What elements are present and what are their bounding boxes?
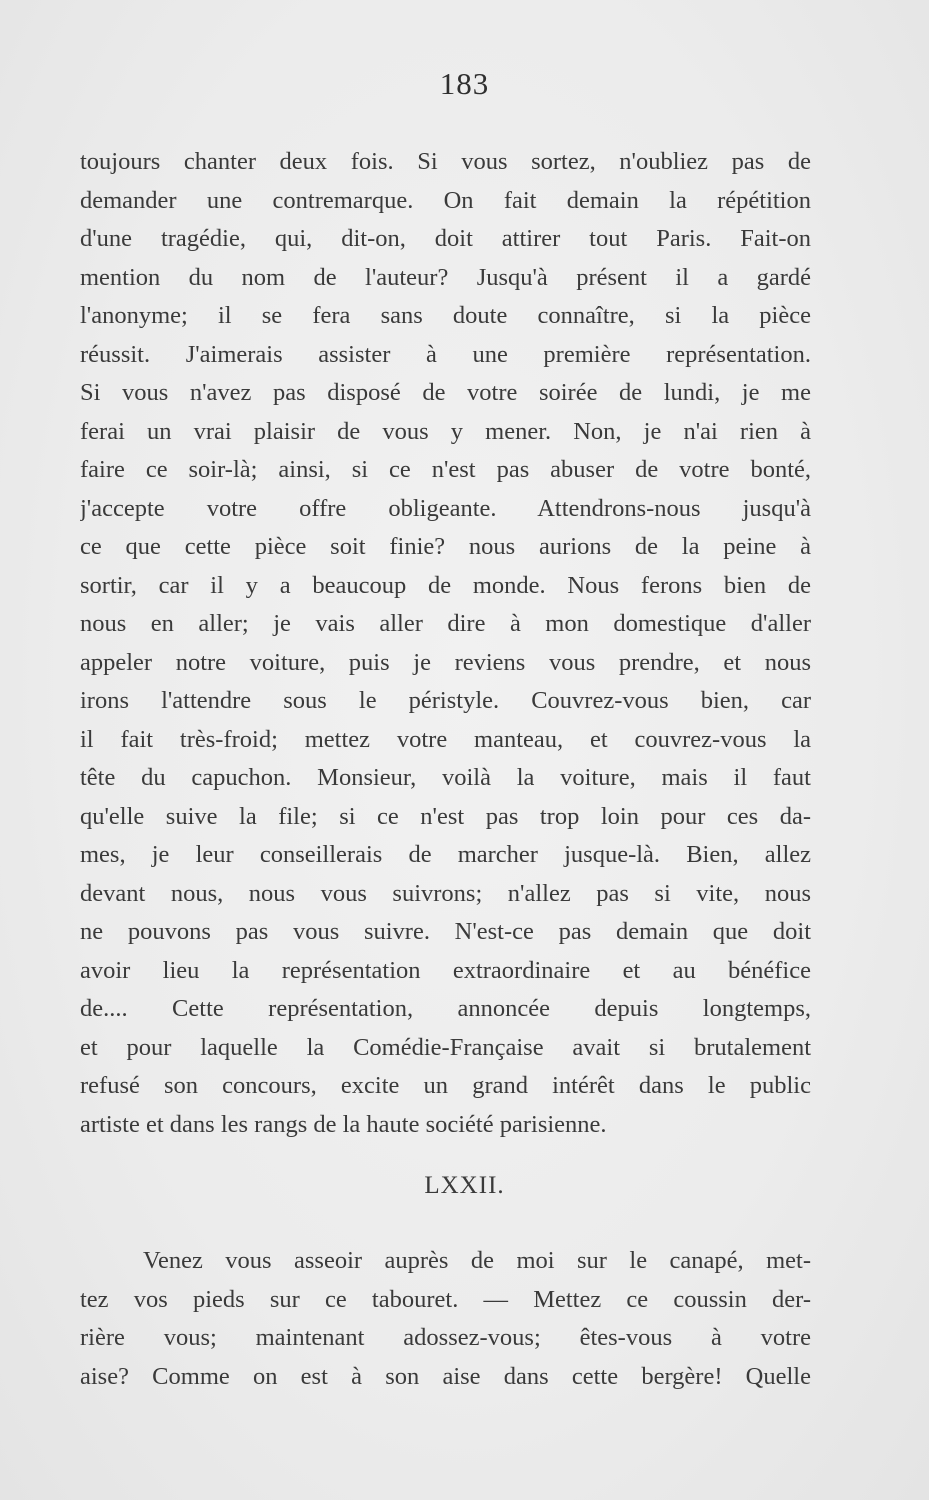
paragraph-2 — [80, 1242, 811, 1396]
text-line: faire ce soir-là; ainsi, si ce n'est pas abuser de votre bonté, — [80, 456, 811, 483]
text-line: qu'elle suive la file; si ce n'est pas trop loin pour ces da- — [80, 802, 811, 830]
text-line: refusé son concours, excite un grand intérêt dans le public — [80, 1072, 811, 1099]
text-line: d'une tragédie, qui, dit-on, doit attirer tout Paris. Fait-on — [80, 225, 811, 252]
text-line: mes, je leur conseillerais de marcher jusque-là. Bien, allez — [80, 841, 811, 868]
text-line: toujours chanter deux fois. Si vous sortez, n'oubliez pas de — [80, 148, 811, 175]
paragraph-1 — [80, 143, 811, 1144]
text-line: Si vous n'avez pas disposé de votre soirée de lundi, je me — [80, 379, 811, 406]
text-line: avoir lieu la représentation extraordinaire et au bénéfice — [80, 956, 811, 984]
text-line: tez vos pieds sur ce tabouret. — Mettez ce coussin der- — [80, 1285, 811, 1313]
section-heading: LXXII. — [424, 1172, 505, 1199]
text-line: il fait très-froid; mettez votre manteau, et couvrez-vous la — [80, 725, 811, 753]
text-line: devant nous, nous vous suivrons; n'allez pas si vite, nous — [80, 879, 811, 907]
text-line: sortir, car il y a beaucoup de monde. Nous ferons bien de — [80, 571, 811, 599]
text-line: et pour laquelle la Comédie-Française avait si brutalement — [80, 1033, 811, 1061]
text-line: ferai un vrai plaisir de vous y mener. Non, je n'ai rien à — [80, 417, 811, 445]
text-line: mention du nom de l'auteur? Jusqu'à présent il a gardé — [80, 263, 811, 291]
text-line: appeler notre voiture, puis je reviens vous prendre, et nous — [80, 648, 811, 676]
text-line: irons l'attendre sous le péristyle. Couvrez-vous bien, car — [80, 687, 811, 714]
text-line: réussit. J'aimerais assister à une première représentation. — [80, 340, 811, 368]
text-line: Venez vous asseoir auprès de moi sur le canapé, met- — [143, 1247, 811, 1274]
text-line: rière vous; maintenant adossez-vous; êtes-vous à votre — [80, 1324, 811, 1351]
text-line: l'anonyme; il se fera sans doute connaître, si la pièce — [80, 302, 811, 329]
text-line: ne pouvons pas vous suivre. N'est-ce pas demain que doit — [80, 918, 811, 945]
text-line: tête du capuchon. Monsieur, voilà la voiture, mais il faut — [80, 764, 811, 791]
text-line: j'accepte votre offre obligeante. Attendrons-nous jusqu'à — [80, 494, 811, 522]
text-line: ce que cette pièce soit finie? nous aurions de la peine à — [80, 533, 811, 560]
text-line: demander une contremarque. On fait demain la répétition — [80, 186, 811, 214]
text-line: aise? Comme on est à son aise dans cette bergère! Quelle — [80, 1362, 811, 1390]
page-number: 183 — [439, 66, 490, 101]
text-line-last: artiste et dans les rangs de la haute société parisienne. — [80, 1110, 607, 1138]
text-line: de.... Cette représentation, annoncée depuis longtemps, — [80, 995, 811, 1022]
text-line: nous en aller; je vais aller dire à mon domestique d'aller — [80, 610, 811, 637]
